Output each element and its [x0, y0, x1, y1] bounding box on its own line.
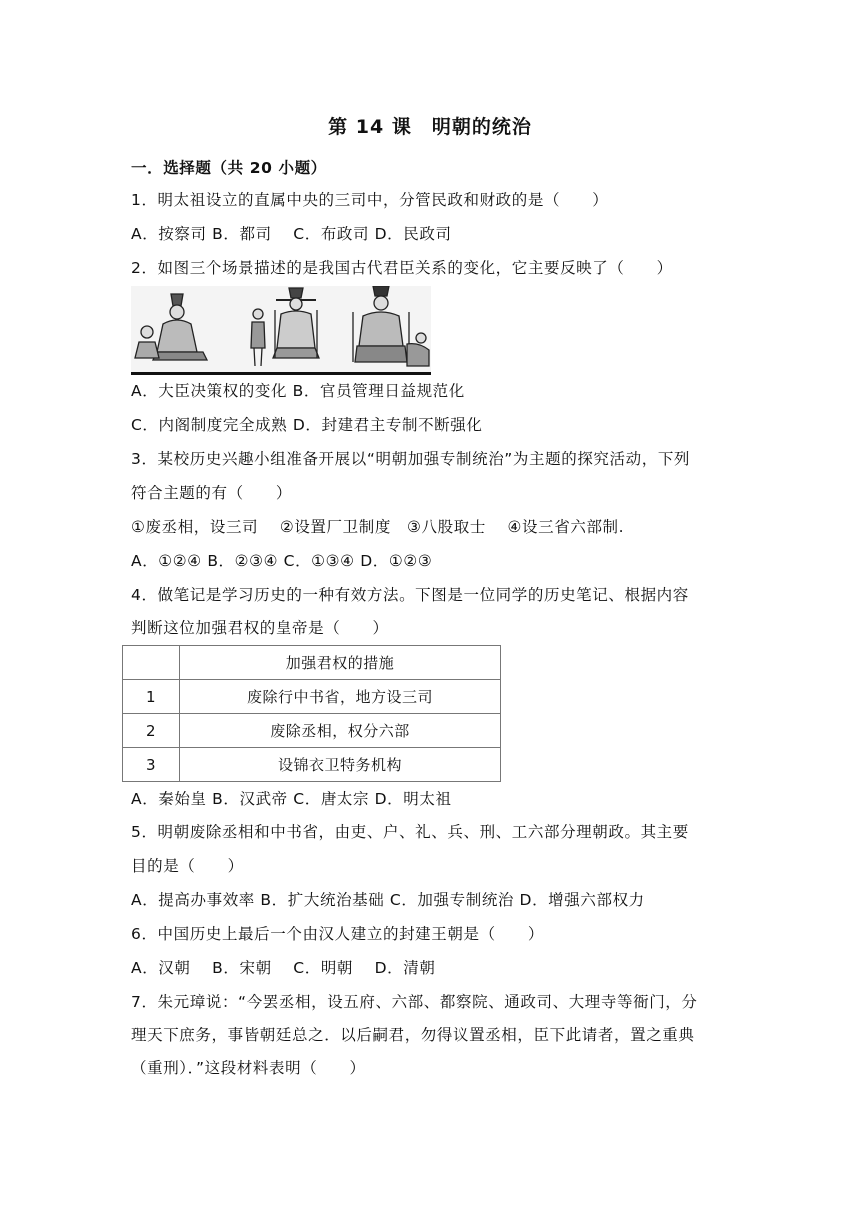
q6-stem: 6．中国历史上最后一个由汉人建立的封建王朝是（ ）	[131, 925, 544, 943]
row-number: 2	[123, 714, 180, 748]
row-measure: 设锦衣卫特务机构	[180, 748, 501, 782]
measures-table	[122, 645, 501, 782]
section-heading: 一．选择题（共 20 小题）	[131, 159, 327, 177]
q4-stem-line2: 判断这位加强君权的皇帝是（ ）	[131, 619, 389, 637]
q2-stem: 2．如图三个场景描述的是我国古代君臣关系的变化，它主要反映了（ ）	[131, 259, 673, 277]
row-number: 3	[123, 748, 180, 782]
q5-options: A．提高办事效率 B．扩大统治基础 C．加强专制统治 D．增强六部权力	[131, 891, 645, 909]
table-header-row	[123, 646, 501, 680]
q5-stem-line2: 目的是（ ）	[131, 857, 244, 875]
table-row	[123, 680, 501, 714]
lesson-title: 第 14 课 明朝的统治	[328, 116, 532, 138]
table-header-blank	[123, 646, 180, 680]
q4-stem-line1: 4．做笔记是学习历史的一种有效方法。下图是一位同学的历史笔记、根据内容	[131, 586, 689, 604]
q1-options: A．按察司 B．都司 C．布政司 D．民政司	[131, 225, 452, 243]
row-number: 1	[123, 680, 180, 714]
q3-items: ①废丞相，设三司 ②设置厂卫制度 ③八股取士 ④设三省六部制.	[131, 518, 625, 536]
table-row	[123, 714, 501, 748]
q3-stem-line1: 3．某校历史兴趣小组准备开展以“明朝加强专制统治”为主题的探究活动，下列	[131, 450, 691, 468]
row-measure: 废除行中书省，地方设三司	[180, 680, 501, 714]
table-row	[123, 748, 501, 782]
q7-stem-line3: （重刑）．”这段材料表明（ ）	[131, 1059, 366, 1077]
q7-stem-line2: 理天下庶务，事皆朝廷总之．以后嗣君，勿得议置丞相，臣下此请者，置之重典	[131, 1026, 695, 1044]
court-scenes-illustration	[131, 286, 431, 372]
q3-options: A．①②④ B．②③④ C．①③④ D．①②③	[131, 552, 433, 570]
table-header: 加强君权的措施	[180, 646, 501, 680]
q4-options: A．秦始皇 B．汉武帝 C．唐太宗 D．明太祖	[131, 790, 452, 808]
row-measure: 废除丞相，权分六部	[180, 714, 501, 748]
q5-stem-line1: 5．明朝废除丞相和中书省，由吏、户、礼、兵、刑、工六部分理朝政。其主要	[131, 823, 689, 841]
q3-stem-line2: 符合主题的有（ ）	[131, 484, 293, 502]
q7-stem-line1: 7．朱元璋说：“今罢丞相，设五府、六部、都察院、通政司、大理寺等衙门，分	[131, 993, 698, 1011]
q2-options-line2: C．内阁制度完全成熟 D．封建君主专制不断强化	[131, 416, 483, 434]
court-scenes-figure	[131, 286, 431, 375]
q2-options-line1: A．大臣决策权的变化 B．官员管理日益规范化	[131, 382, 465, 400]
q1-stem: 1．明太祖设立的直属中央的三司中，分管民政和财政的是（ ）	[131, 191, 609, 209]
q6-options: A．汉朝 B．宋朝 C．明朝 D．清朝	[131, 959, 436, 977]
